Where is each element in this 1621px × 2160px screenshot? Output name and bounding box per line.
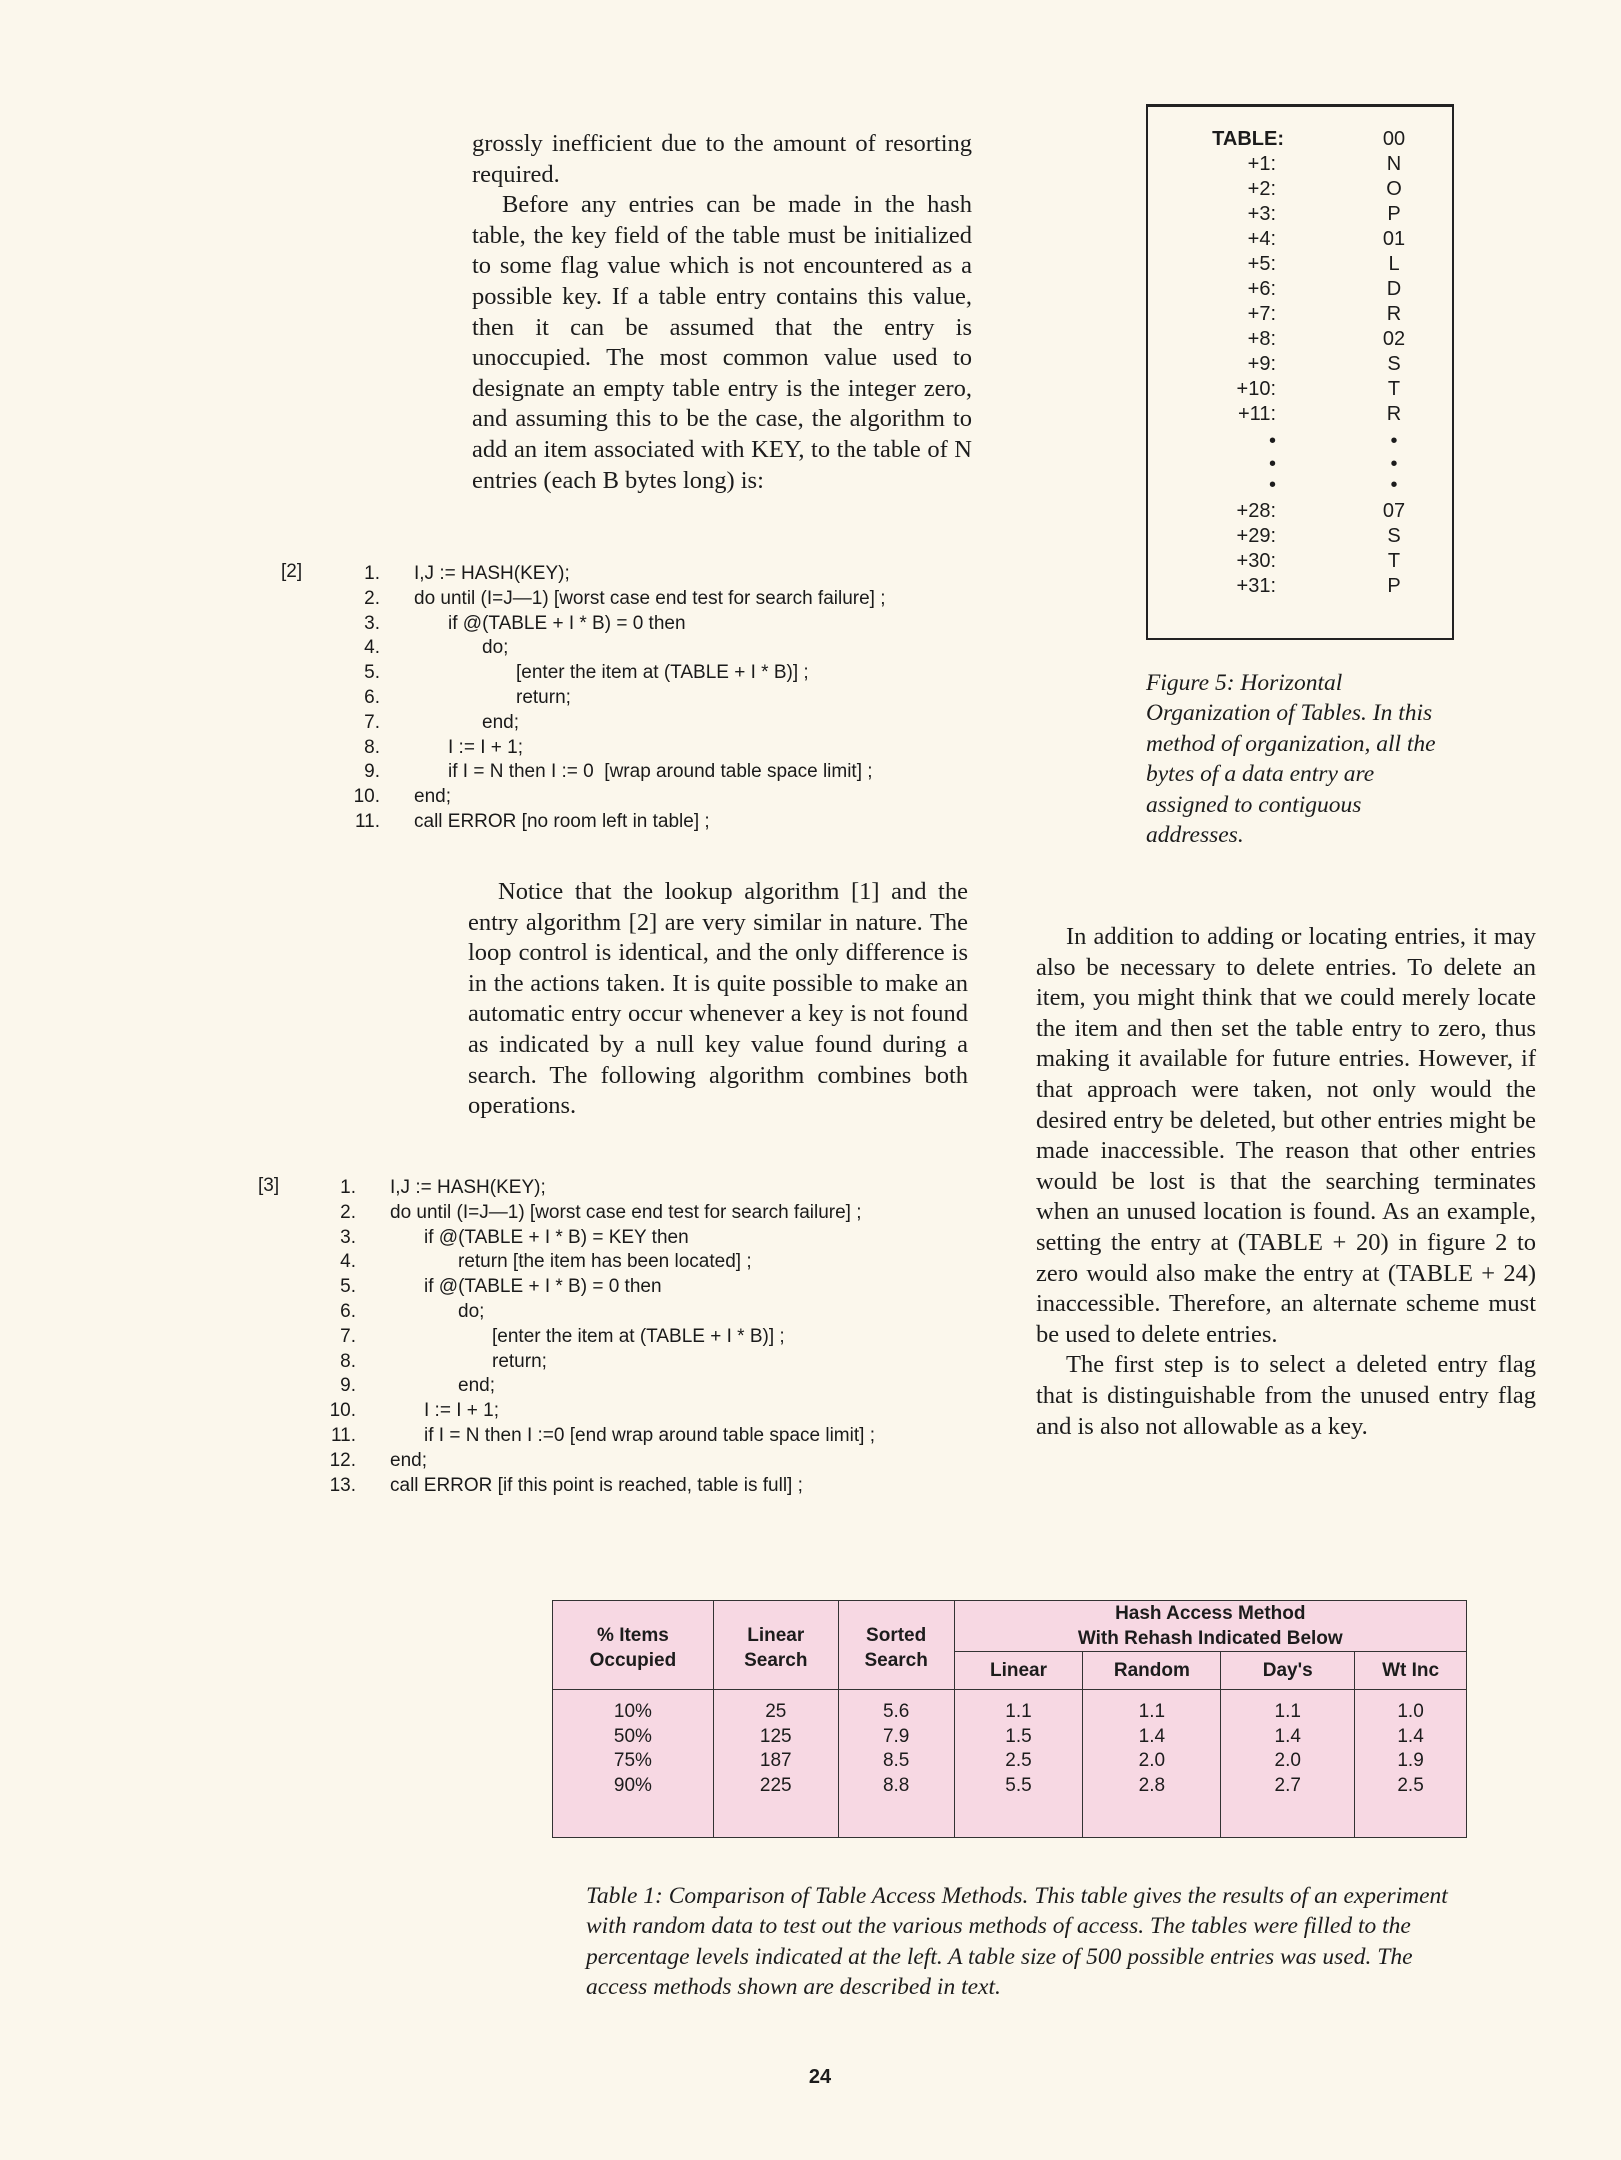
code-line <box>316 1200 976 1225</box>
header-hash-days: Day's <box>1221 1652 1355 1690</box>
figure-row <box>1148 352 1452 377</box>
figure-row <box>1148 377 1452 402</box>
line-number: 5. <box>364 662 380 684</box>
code-text: if I = N then I :=0 [end wrap around table space limit] ; <box>424 1425 875 1446</box>
byte-value: P <box>1387 203 1401 225</box>
code-line <box>340 561 980 586</box>
line-number: 2. <box>364 587 380 609</box>
byte-value: S <box>1387 525 1401 547</box>
address-label: • <box>1268 474 1276 496</box>
page-number: 24 <box>808 2066 832 2088</box>
code-line <box>340 710 980 735</box>
byte-value: • <box>1390 474 1398 496</box>
code-line <box>340 660 980 685</box>
code-text: if @(TABLE + I * B) = 0 then <box>448 612 686 634</box>
byte-value: R <box>1386 303 1402 325</box>
algorithm-2-listing <box>340 561 980 841</box>
byte-value: P <box>1387 575 1401 597</box>
address-label: +4: <box>1247 228 1276 250</box>
paragraph-initialize: Before any entries can be made in the hash table, the key field of the table must be initialized to some flag value which is not encountered as a possible key. If a table entry contains this value, then it can be assumed that the entry is unoccupied. The most common value used to designate an empty table entry is the integer zero, and assuming this to be the case, the algorithm to add an item associated with KEY, to the table of N entries (each B bytes long) is: <box>472 191 972 494</box>
code-line <box>316 1349 976 1374</box>
byte-value: • <box>1390 430 1398 452</box>
code-text: if @(TABLE + I * B) = KEY then <box>424 1226 689 1248</box>
header-occupied: % Items Occupied <box>553 1601 714 1690</box>
code-line <box>340 586 980 611</box>
algorithm-3-listing <box>316 1175 976 1505</box>
figure-row <box>1148 202 1452 227</box>
paragraph-continued: grossly inefficient due to the amount of resorting required. <box>472 130 972 188</box>
address-label: • <box>1268 453 1276 475</box>
figure-row <box>1148 177 1452 202</box>
line-number: 7. <box>364 711 380 733</box>
code-line <box>340 635 980 660</box>
address-label: +11: <box>1238 403 1276 425</box>
col-linear-search-values: 25 125 187 225 <box>713 1690 838 1838</box>
code-line <box>340 784 980 809</box>
code-line <box>316 1225 976 1250</box>
address-label: TABLE: <box>1212 128 1284 150</box>
figure-row <box>1148 252 1452 277</box>
line-number: 6. <box>340 1301 356 1322</box>
code-text: end; <box>414 786 451 808</box>
figure-row <box>1148 499 1452 524</box>
header-hash-random: Random <box>1083 1652 1221 1690</box>
address-label: +30: <box>1236 550 1276 572</box>
paragraph-notice: Notice that the lookup algorithm [1] and the entry algorithm [2] are very similar in nature. The loop control is identical, and the only difference is in the actions taken. It is quite possible to make an automatic entry occur whenever a key is not found as indicated by a null key value found during a search. The following algorithm combines both operations. <box>468 878 968 1120</box>
code-text: [enter the item at (TABLE + I * B)] ; <box>516 662 809 684</box>
col-hash-days-values: 1.1 1.4 2.0 2.7 <box>1221 1690 1355 1838</box>
code-text: return; <box>516 687 571 708</box>
code-text: I,J := HASH(KEY); <box>414 563 570 584</box>
figure-row <box>1148 277 1452 302</box>
table-1-caption: Table 1: Comparison of Table Access Methods. This table gives the results of an experiment with random data to test out the various methods of access. The tables were filled to the percentage levels indicated at the left. A table size of 500 possible entries was used. The access methods shown are described in text. <box>586 1883 1448 2001</box>
figure-row <box>1148 574 1452 599</box>
address-label: +9: <box>1247 353 1276 375</box>
figure-row <box>1148 524 1452 549</box>
code-line <box>340 809 980 834</box>
code-line <box>340 611 980 636</box>
code-line <box>316 1274 976 1299</box>
code-text: if I = N then I := 0 [wrap around table space limit] ; <box>448 761 873 783</box>
address-label: • <box>1268 430 1276 452</box>
line-number: 12. <box>329 1449 356 1471</box>
byte-value: 00 <box>1382 128 1406 150</box>
byte-value: D <box>1386 278 1402 300</box>
code-text: if @(TABLE + I * B) = 0 then <box>424 1276 662 1298</box>
line-number: 6. <box>364 687 380 708</box>
paragraph-delete-entries: In addition to adding or locating entries, it may also be necessary to delete entries. To delete an item, you might think that we could merely locate the item and then set the table entry to zero, thus making it available for future entries. However, if that approach were taken, not only would the desired entry be deleted, but other entries might be made inaccessible. The reason that other entries would be lost is that the searching terminates when an unused location is found. As an example, setting the entry at (TABLE + 20) in figure 2 to zero would also make the entry at (TABLE + 24) inaccessible. Therefore, an alternate scheme must be used to delete entries. <box>1036 923 1536 1348</box>
algorithm-3-label: [3] <box>258 1175 280 1196</box>
line-number: 11. <box>330 1425 356 1446</box>
figure-5-table-layout <box>1146 104 1454 640</box>
code-line <box>316 1299 976 1324</box>
address-label: +6: <box>1247 278 1276 300</box>
byte-value: N <box>1386 153 1402 175</box>
algorithm-2-label: [2] <box>281 561 303 582</box>
code-text: I := I + 1; <box>424 1400 499 1422</box>
code-line <box>340 735 980 760</box>
figure-row <box>1148 127 1452 152</box>
code-text: return; <box>492 1350 547 1372</box>
figure-row <box>1148 549 1452 574</box>
byte-value: L <box>1388 253 1400 275</box>
code-text: call ERROR [if this point is reached, table is full] ; <box>390 1474 803 1496</box>
code-line <box>316 1448 976 1473</box>
line-number: 5. <box>340 1276 356 1298</box>
byte-value: S <box>1387 353 1401 375</box>
line-number: 11. <box>354 811 380 832</box>
header-sorted-search: Sorted Search <box>838 1601 954 1690</box>
col-hash-linear-values: 1.1 1.5 2.5 5.5 <box>954 1690 1083 1838</box>
code-text: end; <box>482 711 519 733</box>
col-hash-wtinc-values: 1.0 1.4 1.9 2.5 <box>1355 1690 1467 1838</box>
table-1-comparison <box>552 1600 1467 1838</box>
line-number: 10. <box>329 1400 356 1422</box>
address-label: +10: <box>1236 378 1276 400</box>
figure-row <box>1148 302 1452 327</box>
byte-value: • <box>1390 453 1398 475</box>
byte-value: O <box>1386 178 1402 200</box>
code-line <box>316 1175 976 1200</box>
line-number: 4. <box>340 1251 356 1273</box>
address-label: +1: <box>1247 153 1276 175</box>
line-number: 10. <box>353 786 380 808</box>
code-line <box>340 685 980 710</box>
address-label: +29: <box>1236 525 1276 547</box>
code-text: end; <box>458 1375 495 1397</box>
paragraph-deleted-flag: The first step is to select a deleted entry flag that is distinguishable from the unused entry flag and is also not allowable as a key. <box>1036 1351 1536 1440</box>
byte-value: 01 <box>1382 228 1406 250</box>
line-number: 3. <box>340 1226 356 1248</box>
line-number: 9. <box>364 761 380 783</box>
address-label: +7: <box>1247 303 1276 325</box>
line-number: 2. <box>340 1201 356 1223</box>
code-text: end; <box>390 1449 427 1471</box>
address-label: +31: <box>1236 575 1276 597</box>
byte-value: 02 <box>1382 328 1406 350</box>
line-number: 8. <box>364 736 380 758</box>
figure-row <box>1148 429 1452 454</box>
figure-row <box>1148 402 1452 427</box>
header-hash-access-method: Hash Access Method With Rehash Indicated Below <box>954 1601 1466 1652</box>
code-text: do until (I=J—1) [worst case end test for search failure] ; <box>414 587 886 609</box>
header-hash-wtinc: Wt Inc <box>1355 1652 1467 1690</box>
byte-value: T <box>1387 550 1401 572</box>
byte-value: 07 <box>1382 500 1406 522</box>
line-number: 4. <box>364 637 380 659</box>
line-number: 7. <box>340 1325 356 1347</box>
code-text: return [the item has been located] ; <box>458 1251 752 1273</box>
code-text: [enter the item at (TABLE + I * B)] ; <box>492 1325 785 1347</box>
address-label: +3: <box>1247 203 1276 225</box>
code-text: call ERROR [no room left in table] ; <box>414 811 710 832</box>
address-label: +28: <box>1236 500 1276 522</box>
header-linear-search: Linear Search <box>713 1601 838 1690</box>
line-number: 8. <box>340 1350 356 1372</box>
header-hash-linear: Linear <box>954 1652 1083 1690</box>
code-text: do; <box>458 1301 485 1322</box>
code-text: do; <box>482 637 509 659</box>
code-line <box>316 1423 976 1448</box>
code-line <box>316 1249 976 1274</box>
code-line <box>316 1398 976 1423</box>
code-line <box>316 1473 976 1498</box>
figure-row <box>1148 473 1452 498</box>
line-number: 9. <box>340 1375 356 1397</box>
left-intro-text <box>472 129 972 496</box>
byte-value: T <box>1387 378 1401 400</box>
col-sorted-search-values: 5.6 7.9 8.5 8.8 <box>838 1690 954 1838</box>
code-text: I := I + 1; <box>448 736 523 758</box>
figure-5-caption: Figure 5: Horizontal Organization of Tables. In this method of organization, all the bytes of a data entry are assigned to contiguous addresses. <box>1146 670 1436 849</box>
figure-row <box>1148 327 1452 352</box>
col-hash-random-values: 1.1 1.4 2.0 2.8 <box>1083 1690 1221 1838</box>
figure-row <box>1148 152 1452 177</box>
byte-value: R <box>1386 403 1402 425</box>
line-number: 1. <box>340 1177 356 1198</box>
right-column-text <box>1036 922 1536 1442</box>
address-label: +8: <box>1247 328 1276 350</box>
address-label: +5: <box>1247 253 1276 275</box>
figure-row <box>1148 227 1452 252</box>
line-number: 3. <box>364 612 380 634</box>
line-number: 1. <box>364 563 380 584</box>
line-number: 13. <box>329 1474 356 1496</box>
address-label: +2: <box>1247 178 1276 200</box>
code-text: I,J := HASH(KEY); <box>390 1177 546 1198</box>
code-text: do until (I=J—1) [worst case end test for search failure] ; <box>390 1201 862 1223</box>
code-line <box>316 1373 976 1398</box>
code-line <box>340 759 980 784</box>
code-line <box>316 1324 976 1349</box>
col-occupied-values: 10% 50% 75% 90% <box>553 1690 714 1838</box>
